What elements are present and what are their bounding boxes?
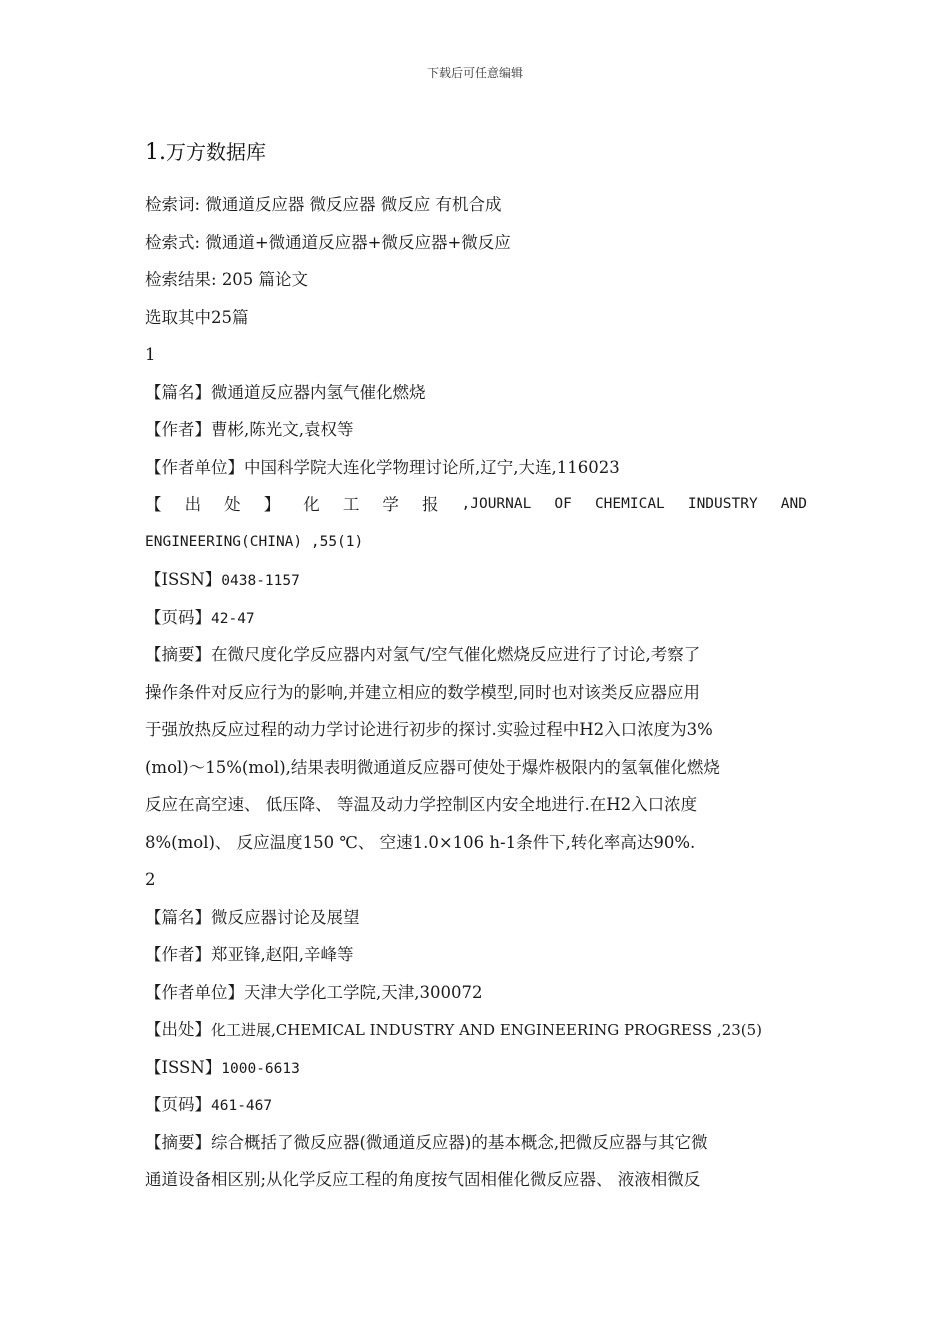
- section-title-text: 万方数据库: [166, 140, 266, 164]
- paper-issn: 【ISSN】0438-1157: [145, 570, 300, 589]
- paper-issn: 【ISSN】1000-6613: [145, 1057, 300, 1077]
- search-formula: 检索式: 微通道+微通道反应器+微反应器+微反应: [145, 232, 511, 252]
- paper-unit: 【作者单位】中国科学院大连化学物理讨论所,辽宁,大连,116023: [145, 457, 620, 477]
- paper-index: 1: [145, 345, 156, 364]
- source-bracket-close: 】: [263, 495, 281, 514]
- paper-abstract-line: 【摘要】在微尺度化学反应器内对氢气/空气催化燃烧反应进行了讨论,考察了: [145, 645, 701, 664]
- paper-abstract-line: (mol)～15%(mol),结果表明微通道反应器可使处于爆炸极限内的氢氧催化燃烧: [145, 757, 720, 777]
- paper-title: 【篇名】微反应器讨论及展望: [145, 907, 360, 927]
- source-bracket-open: 【: [145, 495, 162, 514]
- paper-abstract-line: 操作条件对反应行为的影响,并建立相应的数学模型,同时也对该类反应器应用: [145, 682, 700, 702]
- paper-source: 【 出 处 】 化 工 学 报 ,JOURNAL OF CHEMICAL INDUSTRY AND: [145, 486, 807, 524]
- search-keywords: 检索词: 微通道反应器 微反应器 微反应 有机合成: [145, 195, 502, 214]
- paper-unit: 【作者单位】天津大学化工学院,天津,300072: [145, 982, 483, 1002]
- paper-abstract-line: 于强放热反应过程的动力学讨论进行初步的探讨.实验过程中H2入口浓度为3%: [145, 720, 713, 739]
- section-title: [145, 136, 266, 165]
- paper-author: 【作者】曹彬,陈光文,袁权等: [145, 420, 354, 439]
- page-header: 下载后可任意编辑: [426, 66, 523, 80]
- paper-abstract-line: 反应在高空速、 低压降、 等温及动力学控制区内安全地进行.在H2入口浓度: [145, 795, 698, 814]
- paper-abstract-line: 8%(mol)、 反应温度150 ℃、 空速1.0×106 h-1条件下,转化率高达90%.: [145, 832, 696, 852]
- document-body: [145, 186, 807, 1199]
- search-selected: 选取其中25篇: [145, 307, 249, 327]
- paper-index: 2: [145, 870, 156, 889]
- paper-abstract-line: 【摘要】综合概括了微反应器(微通道反应器)的基本概念,把微反应器与其它微: [145, 1132, 708, 1152]
- paper-pages: 【页码】461-467: [145, 1095, 273, 1114]
- paper-abstract-line: 通道设备相区别;从化学反应工程的角度按气固相催化微反应器、 液液相微反: [145, 1170, 701, 1189]
- paper-source-continued: ENGINEERING(CHINA) ,55(1): [145, 533, 364, 550]
- search-result: 检索结果: 205 篇论文: [145, 270, 309, 289]
- paper-pages: 【页码】42-47: [145, 607, 255, 627]
- paper-title: 【篇名】微通道反应器内氢气催化燃烧: [145, 382, 426, 402]
- section-number: 1.: [145, 140, 166, 165]
- paper-source: 【出处】化工进展,CHEMICAL INDUSTRY AND ENGINEERING PROGRESS ,23(5): [145, 1020, 763, 1039]
- paper-author: 【作者】郑亚锋,赵阳,辛峰等: [145, 945, 354, 964]
